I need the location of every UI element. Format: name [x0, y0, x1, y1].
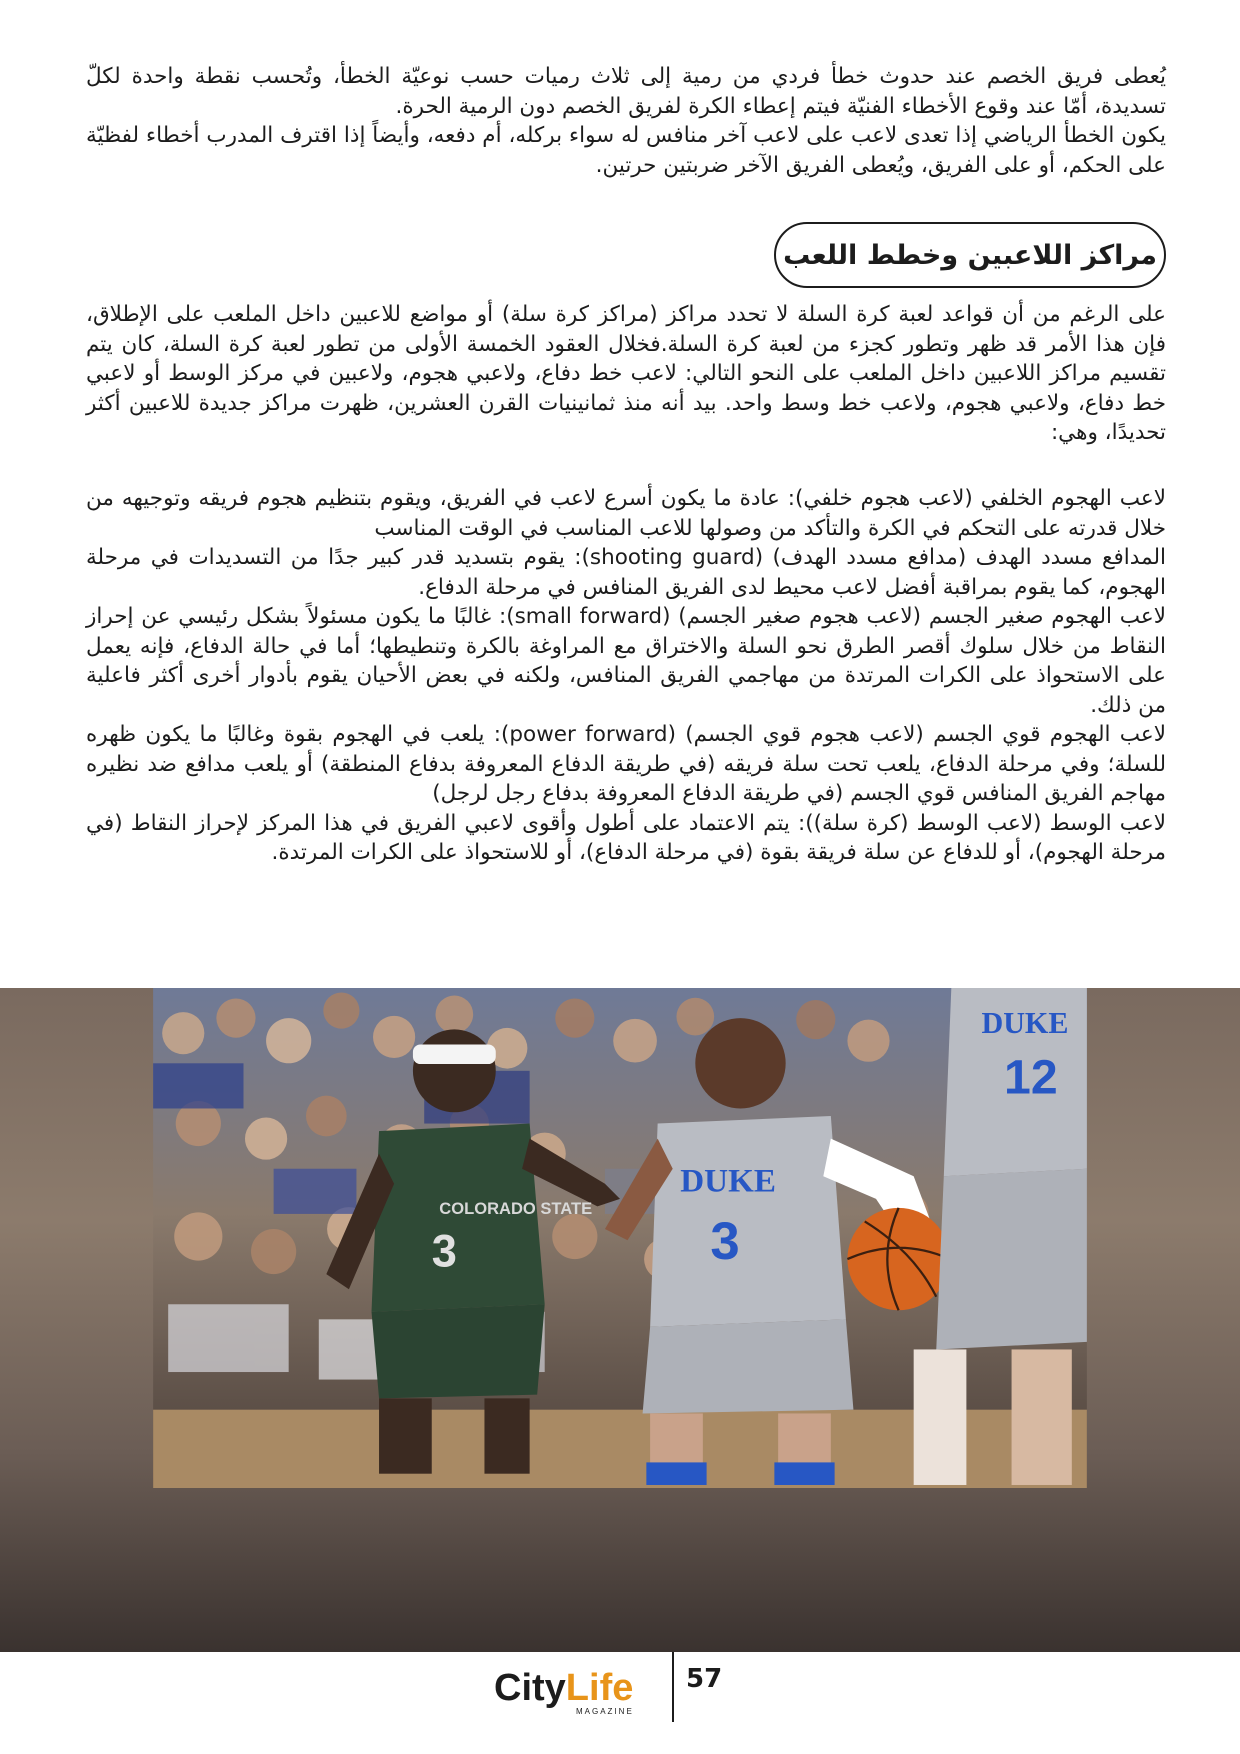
positions-intro-paragraph: على الرغم من أن قواعد لعبة كرة السلة لا تحدد مراكز (مراكز كرة سلة) أو مواضع للاعبين داخل الملعب على الإطلاق، فإن هذا الأمر قد ظهر وتطور كجزء من لعبة كرة السلة.فخلال العقود الخمسة الأولى من تطور لعبة كرة السلة، كان يتم تقسيم مراكز اللاعبين داخل الملعب على النحو التالي: لاعب خط دفاع، ولاعبي هجوم، ولاعبين في مركز الوسط أو لاعبي خط دفاع، ولاعبي هجوم، ولاعب خط وسط واحد. بيد أنه منذ ثمانينيات القرن العشرين، ظهرت مراكز جديدة للاعبين أكثر تحديدًا، وهي:: [86, 302, 1166, 445]
position-power-forward: لاعب الهجوم قوي الجسم (لاعب هجوم قوي الجسم) (power forward): يلعب في الهجوم بقوة وغالبًا ما يكون ظهره للسلة؛ وفي مرحلة الدفاع، يلعب تحت سلة فريقه (في طريقة الدفاع المعروفة بدفاع المنطقة) أو يلعب مدافع ضد نظيره مهاجم الفريق المنافس قوي الجسم (في طريقة الدفاع المعروفة بدفاع رجل لرجل): [86, 722, 1166, 806]
citylife-logo: [494, 1660, 654, 1720]
left-jersey-number: 3: [431, 1225, 457, 1277]
svg-text:CityLife: CityLife: [494, 1667, 634, 1709]
position-small-forward: لاعب الهجوم صغير الجسم (لاعب هجوم صغير الجسم) (small forward): غالبًا ما يكون مسئولاً بشكل رئيسي عن إحراز النقاط من خلال سلوك أقصر الطرق نحو السلة والاختراق مع المراوغة بالكرة وتنطيطها؛ أما في حالة الدفاع، فإنه يعمل على الاستحواذ على الكرات المرتدة من مهاجمي الفريق المنافس، ولكنه في بعض الأحيان يقوم بأدوار أخرى أكثر فاعلية من ذلك.: [86, 604, 1166, 718]
position-point-guard: لاعب الهجوم الخلفي (لاعب هجوم خلفي): عادة ما يكون أسرع لاعب في الفريق، ويقوم بتنظيم هجوم فريقه وتوجيهه من خلال قدرته على التحكم في الكرة والتأكد من وصولها للاعب المناسب في الوقت المناسب: [86, 486, 1166, 541]
positions-list: [86, 484, 1166, 868]
logo-tagline: MAGAZINE: [576, 1707, 634, 1716]
intro-paragraph-2: يكون الخطأ الرياضي إذا تعدى لاعب على لاعب آخر منافس له سواء بركله، أم دفعه، وأيضاً إذا اقترف المدرب أخطاء لفظيّة على الحكم، أو على الفريق، ويُعطى الفريق الآخر ضربتين حرتين.: [86, 123, 1166, 178]
center-jersey-text: DUKE: [680, 1162, 776, 1200]
positions-intro: [86, 300, 1166, 448]
right-jersey-number: 12: [1004, 1050, 1058, 1105]
left-jersey-text: COLORADO STATE: [439, 1198, 593, 1218]
right-jersey-text: DUKE: [981, 1006, 1069, 1041]
center-jersey-number: 3: [710, 1212, 740, 1272]
section-heading-text: مراكز اللاعبين وخطط اللعب: [783, 239, 1157, 271]
basketball-photo: [0, 988, 1240, 1652]
intro-text: [86, 62, 1166, 180]
section-heading: [774, 222, 1166, 288]
page-number: 57: [686, 1664, 723, 1694]
position-shooting-guard: المدافع مسدد الهدف (مدافع مسدد الهدف) (shooting guard): يقوم بتسديد قدر كبير جدًا من التسديدات في مرحلة الهجوم، كما يقوم بمراقبة أفضل لاعب محيط لدى الفريق المنافس في مرحلة الدفاع.: [86, 545, 1166, 600]
intro-paragraph-1: يُعطى فريق الخصم عند حدوث خطأ فردي من رمية إلى ثلاث رميات حسب نوعيّة الخطأ، وتُحسب نقطة واحدة لكلّ تسديدة، أمّا عند وقوع الأخطاء الفنيّة فيتم إعطاء الكرة لفريق الخصم دون الرمية الحرة.: [86, 64, 1166, 119]
position-center: لاعب الوسط (لاعب الوسط (كرة سلة)): يتم الاعتماد على أطول وأقوى لاعبي الفريق في هذا المركز لإحراز النقاط (في مرحلة الهجوم)، أو للدفاع عن سلة فريقة بقوة (في مرحلة الدفاع)، أو للاستحواذ على الكرات المرتدة.: [86, 810, 1166, 865]
crowd-background: [0, 988, 1240, 1488]
footer-divider: [672, 1652, 674, 1722]
